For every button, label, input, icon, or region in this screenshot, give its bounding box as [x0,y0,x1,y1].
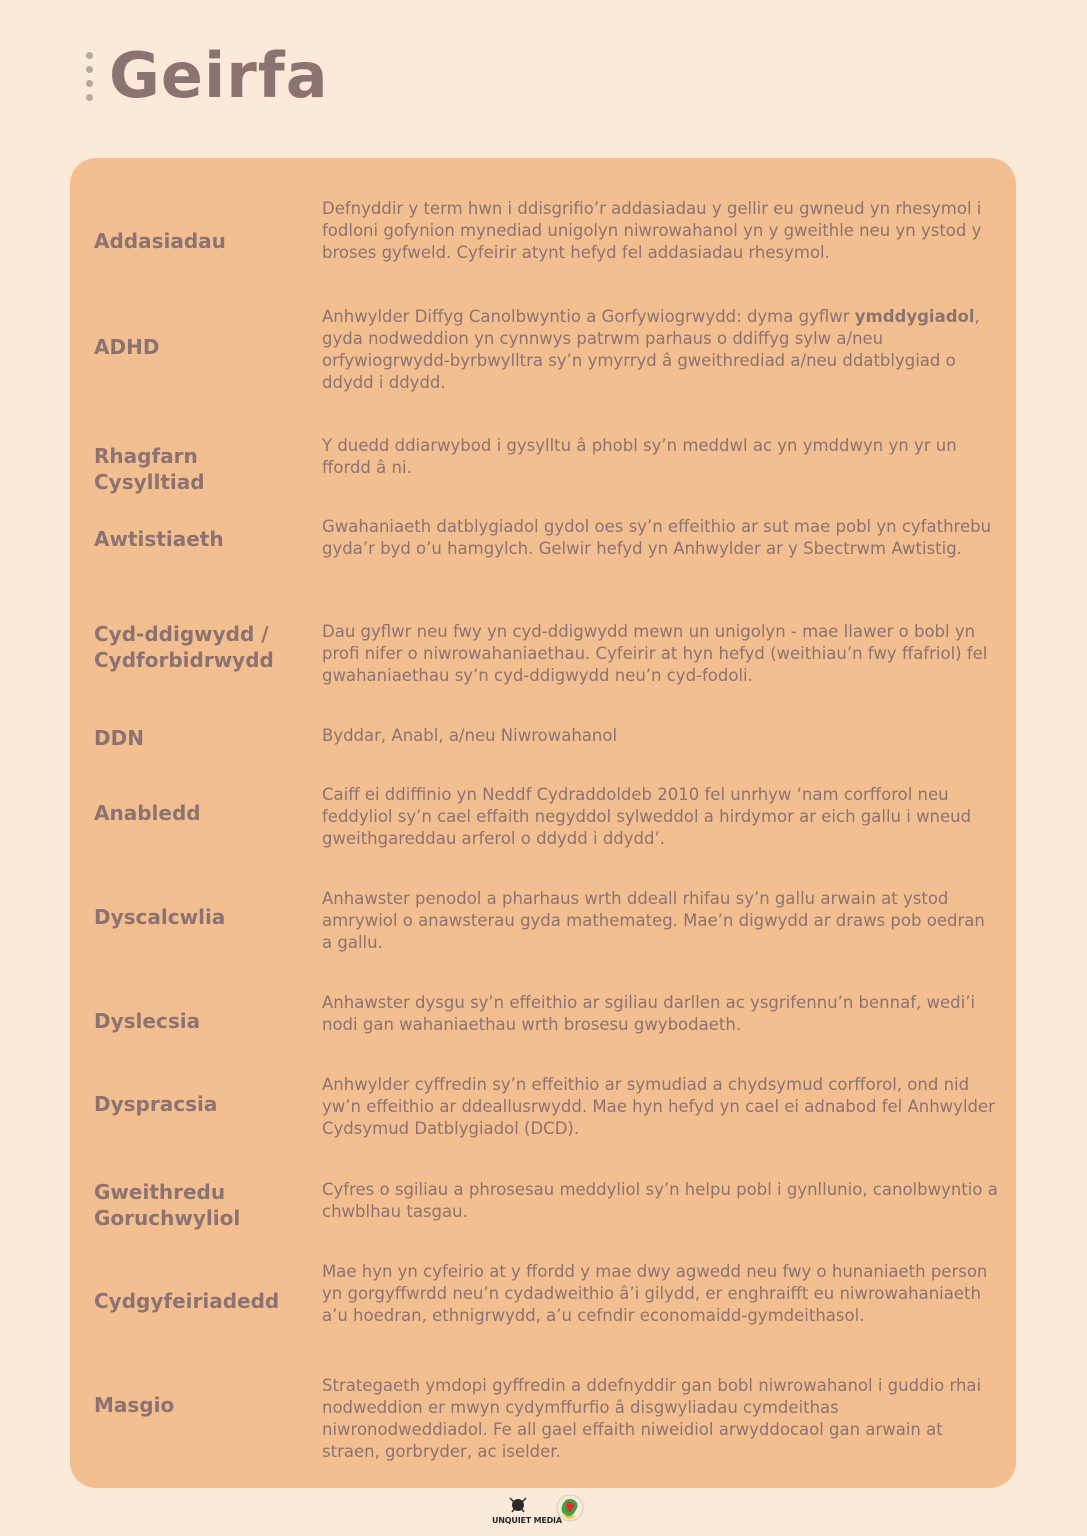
glossary-definition: Y duedd ddiarwybod i gysylltu â phobl sy’n meddwl ac yn ymddwyn yn yr un ffordd â ni. [322,436,957,477]
glossary-term: Addasiadau [94,229,226,253]
glossary-term: Awtistiaeth [94,527,224,551]
glossary-term: ADHD [94,335,160,359]
glossary-term: Dyslecsia [94,1009,201,1033]
glossary-definition: Strategaeth ymdopi gyffredin a ddefnyddir gan bobl niwrowahanol i guddio rhai nodweddion er mwyn cydymffurfio â disgwyliadau cymdeithas niwronodweddiadol. Fe all gael effaith niweidiol arwyddocaol gan arwain at straen, gorbryder, ac iselder. [322,1376,982,1461]
glossary-definition: Mae hyn yn cyfeirio at y ffordd y mae dwy agwedd neu fwy o hunaniaeth person yn gorgyffwrdd neu’n cydadweithio â’i gilydd, er enghraifft eu niwrowahaniaeth a’u hoedran, ethnigrwydd, a’u cefndir economaidd-gymdeithasol. [322,1262,988,1325]
footer-logos [490,1492,600,1532]
glossary-definition [322,306,1000,394]
glossary-term: Dyscalcwlia [94,905,226,929]
glossary-definition: Dau gyflwr neu fwy yn cyd-ddigwydd mewn un unigolyn - mae llawer o bobl yn profi nifer o niwrowahaniaethau. Cyfeirir at hyn hefyd (weithiau’n fwy ffafriol) fel gwahaniaethau sy’n cyd-ddigwydd neu’n cyd-fodoli. [322,622,988,685]
glossary-definition: Cyfres o sgiliau a phrosesau meddyliol sy’n helpu pobl i gynllunio, canolbwyntio a chwblhau tasgau. [322,1180,998,1221]
glossary-card [70,158,1016,1488]
glossary-definition: Anhawster penodol a pharhaus wrth ddeall rhifau sy’n gallu arwain at ystod amrywiol o anawsterau gyda mathemateg. Mae’n digwydd ar draws pob oedran a gallu. [322,889,985,952]
definition-text: Anhwylder Diffyg Canolbwyntio a Gorfywiogrwydd: dyma gyflwr [322,307,850,326]
footer-logo-text: UNQUIET MEDIA [492,1516,562,1525]
glossary-term: Masgio [94,1393,175,1417]
unquiet-media-logo-icon [490,1492,600,1532]
glossary-definition: Anhwylder cyffredin sy’n effeithio ar symudiad a chydsymud corfforol, ond nid yw’n effeithio ar ddeallusrwydd. Mae hyn hefyd yn cael ei adnabod fel Anhwylder Cydsymud Datblygiadol (DCD). [322,1075,995,1138]
page-header [86,36,329,116]
glossary-term: Cydgyfeiriadedd [94,1289,280,1313]
glossary-term: Gweithredu Goruchwyliol [94,1180,241,1230]
decorative-dots [86,52,93,101]
glossary-term: Rhagfarn Cysylltiad [94,444,205,494]
definition-bold-text: ymddygiadol [854,307,975,326]
definition-text: , gyda nodweddion yn cynnwys patrwm parhaus o ddiffyg sylw a/neu orfywiogrwydd-byrbwylltra sy’n ymyrryd â gweithrediad a/neu ddatblygiad o ddydd i ddydd. [322,307,980,392]
glossary-definition: Defnyddir y term hwn i ddisgrifio’r addasiadau y gellir eu gwneud yn rhesymol i fodloni gofynion mynediad unigolyn niwrowahanol yn y gweithle neu yn ystod y broses gyfweld. Cyfeirir atynt hefyd fel addasiadau rhesymol. [322,199,982,262]
glossary-definition: Caiff ei ddiffinio yn Neddf Cydraddoldeb 2010 fel unrhyw ‘nam corfforol neu feddyliol sy’n cael effaith negyddol sylweddol a hirdymor ar eich gallu i wneud gweithgareddau arferol o ddydd i ddydd’. [322,785,972,848]
page-title: Geirfa [109,39,329,112]
glossary-definition: Anhawster dysgu sy’n effeithio ar sgiliau darllen ac ysgrifennu’n bennaf, wedi’i nodi gan wahaniaethau wrth brosesu gwybodaeth. [322,993,976,1034]
glossary-definition: Gwahaniaeth datblygiadol gydol oes sy’n effeithio ar sut mae pobl yn cyfathrebu gyda’r byd o’u hamgylch. Gelwir hefyd yn Anhwylder ar y Sbectrwm Awtistig. [322,517,992,558]
glossary-term: DDN [94,726,144,750]
glossary-definition: Byddar, Anabl, a/neu Niwrowahanol [322,726,618,745]
glossary-term: Cyd-ddigwydd / Cydforbidrwydd [94,622,274,672]
glossary-term: Anabledd [94,801,201,825]
glossary-term: Dyspracsia [94,1092,218,1116]
